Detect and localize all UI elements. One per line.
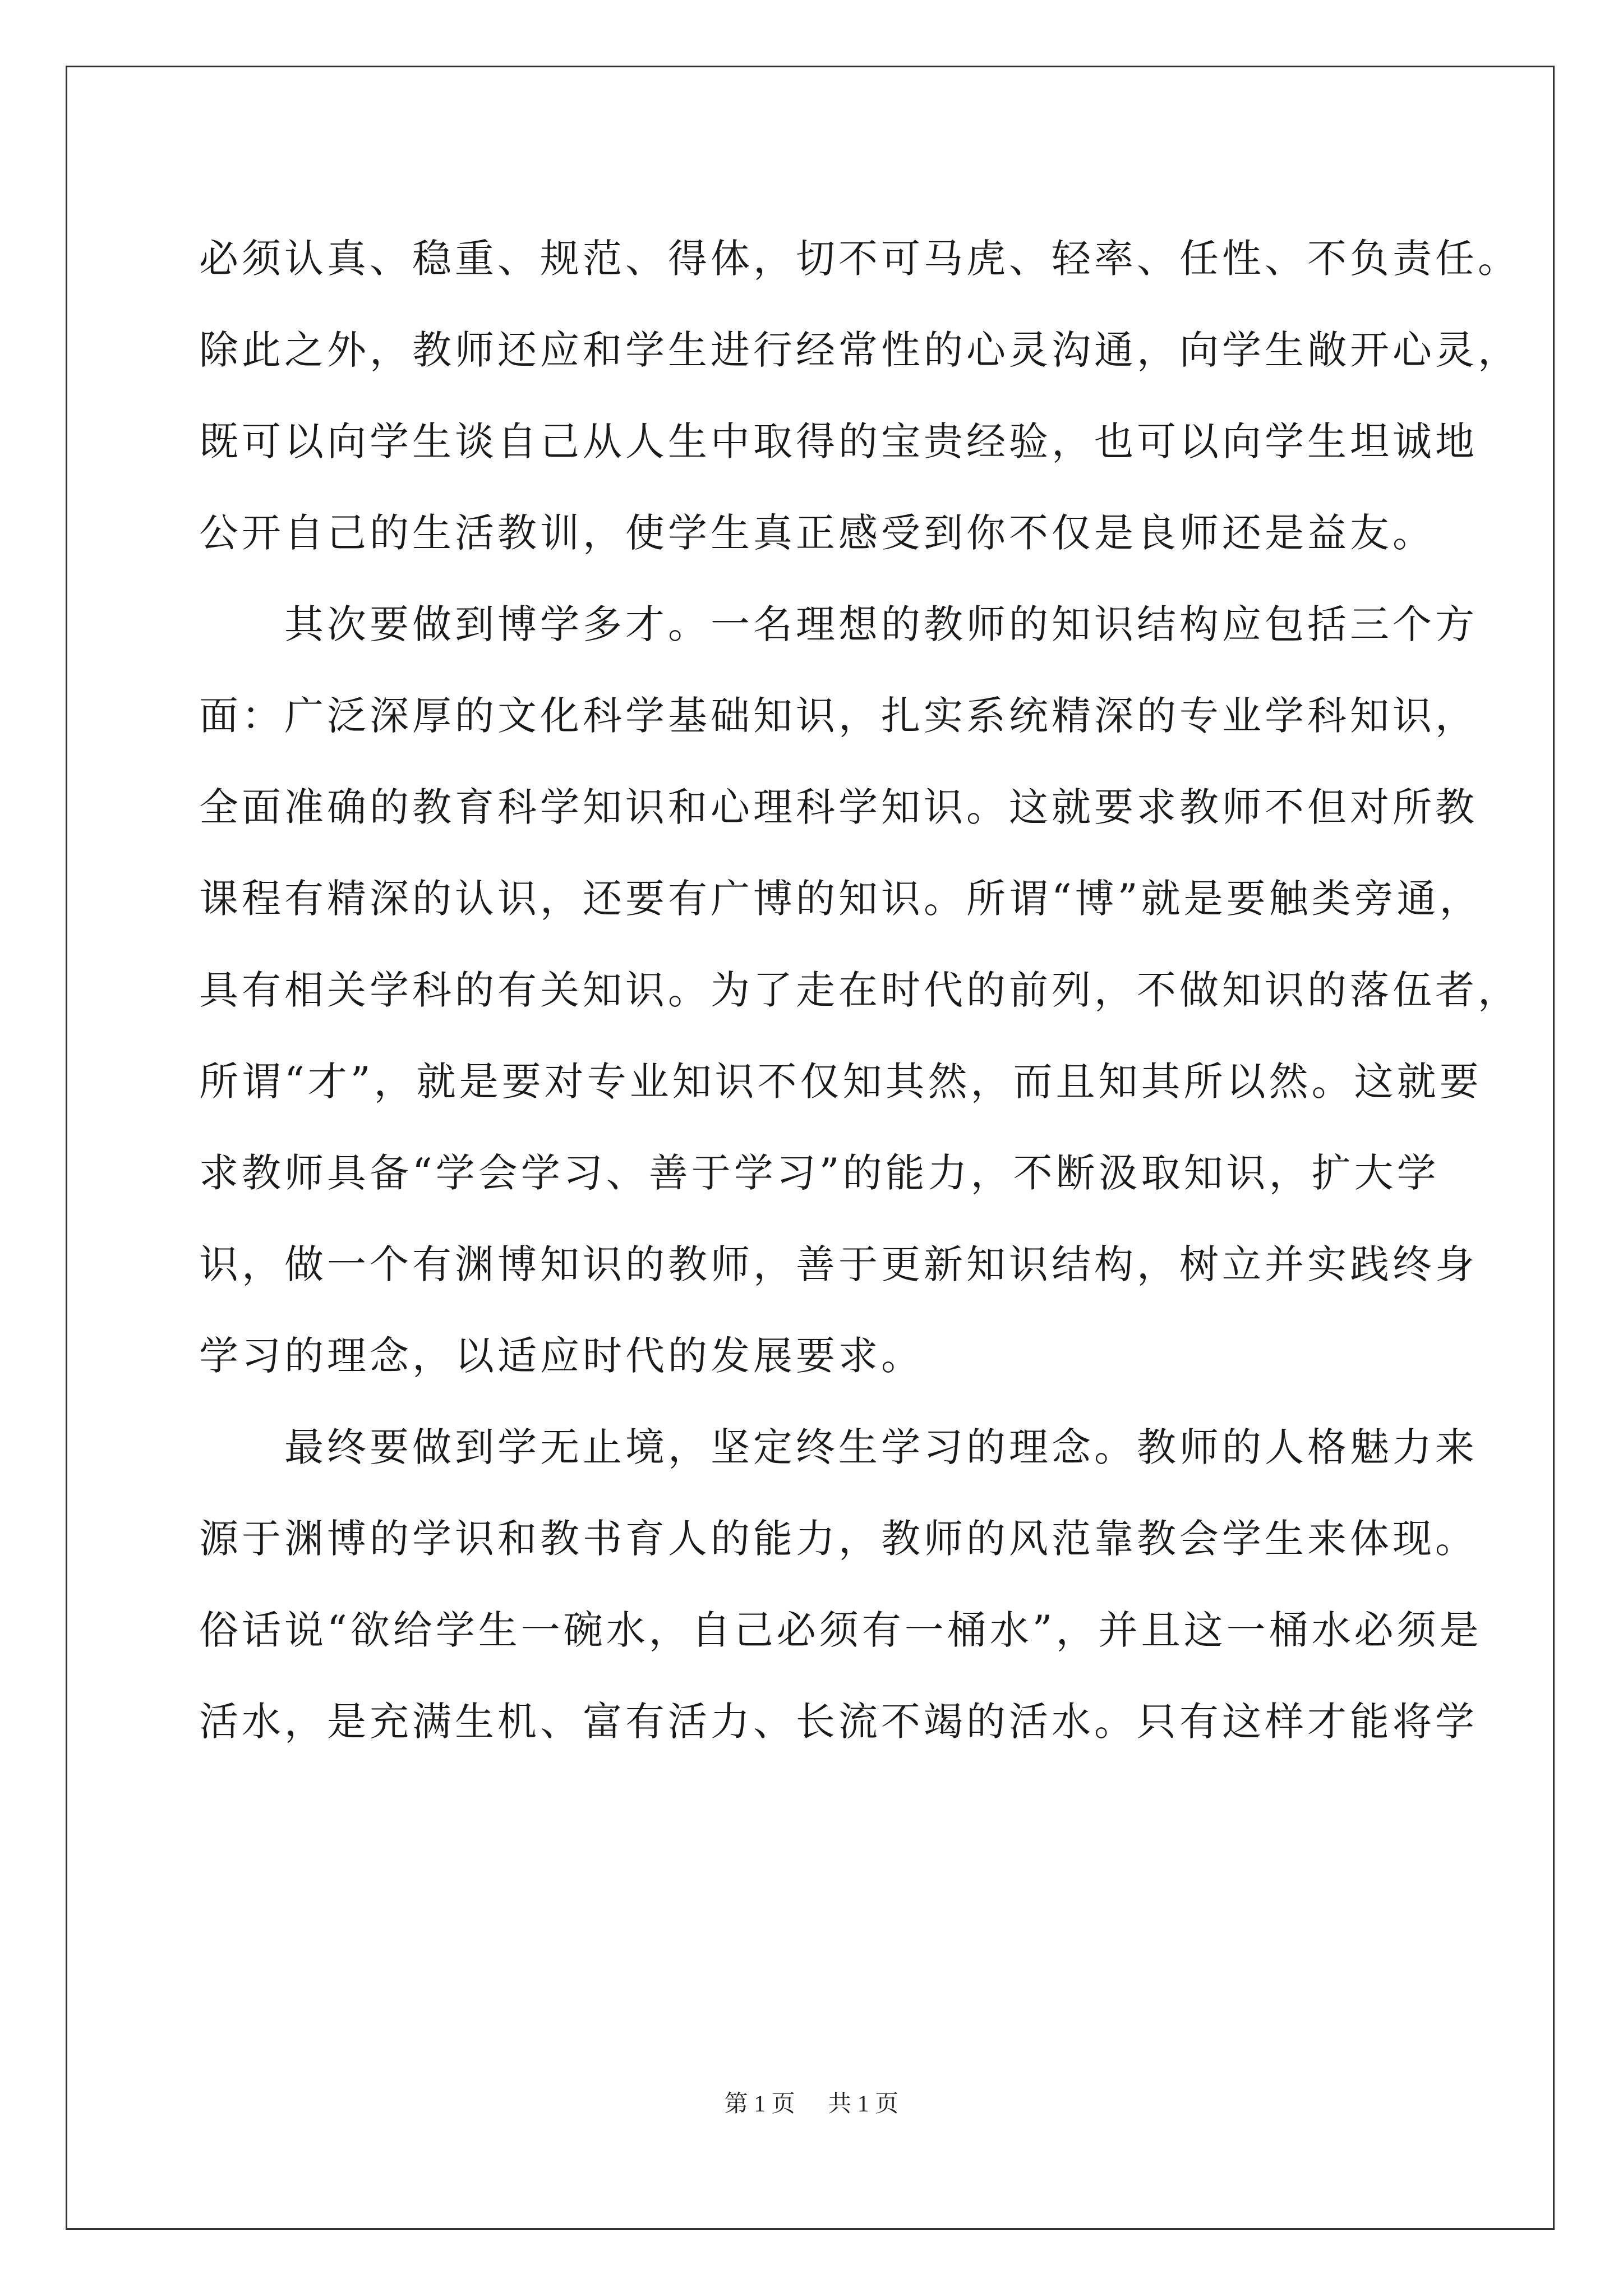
text-line: 识，做一个有渊博知识的教师，善于更新知识结构，树立并实践终身 (199, 1241, 1478, 1287)
text-line: 求教师具备“学会学习、善于学习”的能力，不断汲取知识，扩大学 (199, 1150, 1440, 1196)
paragraph-start-line: 其次要做到博学多才。一名理想的教师的知识结构应包括三个方 (284, 601, 1478, 647)
text-line: 俗话说“欲给学生一碗水，自己必须有一桶水”，并且这一桶水必须是 (199, 1607, 1482, 1653)
text-line: 具有相关学科的有关知识。为了走在时代的前列，不做知识的落伍者， (199, 967, 1520, 1013)
paragraph-start-line: 最终要做到学无止境，坚定终生学习的理念。教师的人格魅力来 (284, 1424, 1478, 1470)
page-total: 共 1 页 (828, 2091, 899, 2117)
text-line: 所谓“才”，就是要对专业知识不仅知其然，而且知其所以然。这就要 (199, 1059, 1482, 1105)
text-line: 学习的理念，以适应时代的发展要求。 (199, 1333, 924, 1379)
text-line: 活水，是充满生机、富有活力、长流不竭的活水。只有这样才能将学 (199, 1699, 1478, 1745)
text-line: 课程有精深的认识，还要有广博的知识。所谓“博”就是要触类旁通， (199, 876, 1482, 922)
page-footer (0, 2085, 1623, 2119)
document-body (199, 213, 1520, 1768)
text-line: 必须认真、稳重、规范、得体，切不可马虎、轻率、任性、不负责任。 (199, 236, 1520, 282)
text-line: 源于渊博的学识和教书育人的能力，教师的风范靠教会学生来体现。 (199, 1516, 1478, 1562)
text-line: 既可以向学生谈自己从人生中取得的宝贵经验，也可以向学生坦诚地 (199, 418, 1478, 464)
text-line: 公开自己的生活教训，使学生真正感受到你不仅是良师还是益友。 (199, 510, 1435, 556)
page-number: 第 1 页 (724, 2091, 795, 2117)
text-line: 面：广泛深厚的文化科学基础知识，扎实系统精深的专业学科知识， (199, 693, 1478, 739)
text-line: 除此之外，教师还应和学生进行经常性的心灵沟通，向学生敞开心灵， (199, 327, 1520, 373)
text-line: 全面准确的教育科学知识和心理科学知识。这就要求教师不但对所教 (199, 784, 1478, 830)
